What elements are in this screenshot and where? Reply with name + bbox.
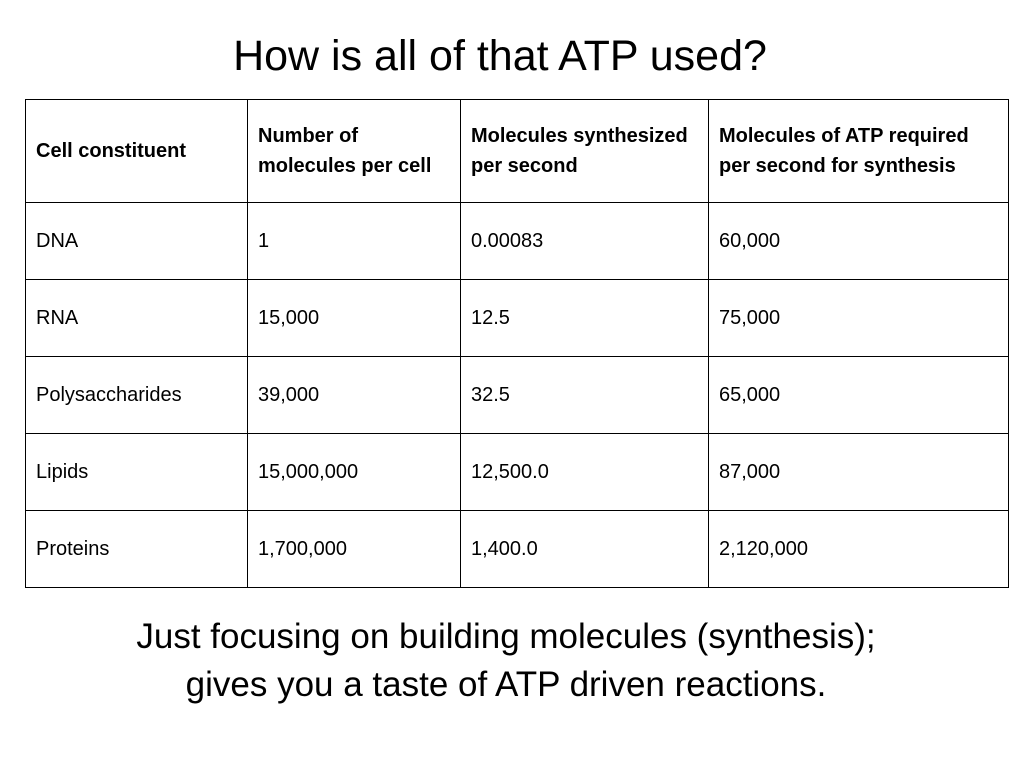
cell-synthesized-per-second: 1,400.0	[461, 511, 709, 588]
cell-constituent: Lipids	[26, 434, 248, 511]
cell-constituent: DNA	[26, 203, 248, 280]
page-title: How is all of that ATP used?	[233, 32, 767, 80]
table-row	[26, 280, 1009, 357]
table-row	[26, 434, 1009, 511]
table-header-row	[26, 100, 1009, 203]
cell-constituent: Proteins	[26, 511, 248, 588]
cell-atp-required: 60,000	[709, 203, 1009, 280]
cell-molecules-per-cell: 15,000	[248, 280, 461, 357]
header-molecules-per-cell: Number of molecules per cell	[248, 100, 461, 203]
table-row	[26, 203, 1009, 280]
atp-usage-table-container	[25, 99, 1009, 588]
cell-atp-required: 2,120,000	[709, 511, 1009, 588]
cell-atp-required: 75,000	[709, 280, 1009, 357]
cell-synthesized-per-second: 32.5	[461, 357, 709, 434]
cell-constituent: Polysaccharides	[26, 357, 248, 434]
cell-molecules-per-cell: 1	[248, 203, 461, 280]
footer-caption-line-2: gives you a taste of ATP driven reactions.	[185, 665, 827, 704]
cell-synthesized-per-second: 12.5	[461, 280, 709, 357]
table-row	[26, 357, 1009, 434]
cell-atp-required: 65,000	[709, 357, 1009, 434]
cell-constituent: RNA	[26, 280, 248, 357]
atp-usage-table	[25, 99, 1009, 588]
cell-molecules-per-cell: 15,000,000	[248, 434, 461, 511]
header-cell-constituent: Cell constituent	[26, 100, 248, 203]
footer-caption	[0, 613, 1012, 709]
cell-molecules-per-cell: 1,700,000	[248, 511, 461, 588]
cell-synthesized-per-second: 0.00083	[461, 203, 709, 280]
footer-caption-line-1: Just focusing on building molecules (synthesis);	[136, 617, 876, 656]
cell-synthesized-per-second: 12,500.0	[461, 434, 709, 511]
cell-atp-required: 87,000	[709, 434, 1009, 511]
table-row	[26, 511, 1009, 588]
header-synthesized-per-second: Molecules synthesized per second	[461, 100, 709, 203]
header-atp-required: Molecules of ATP required per second for synthesis	[709, 100, 1009, 203]
cell-molecules-per-cell: 39,000	[248, 357, 461, 434]
